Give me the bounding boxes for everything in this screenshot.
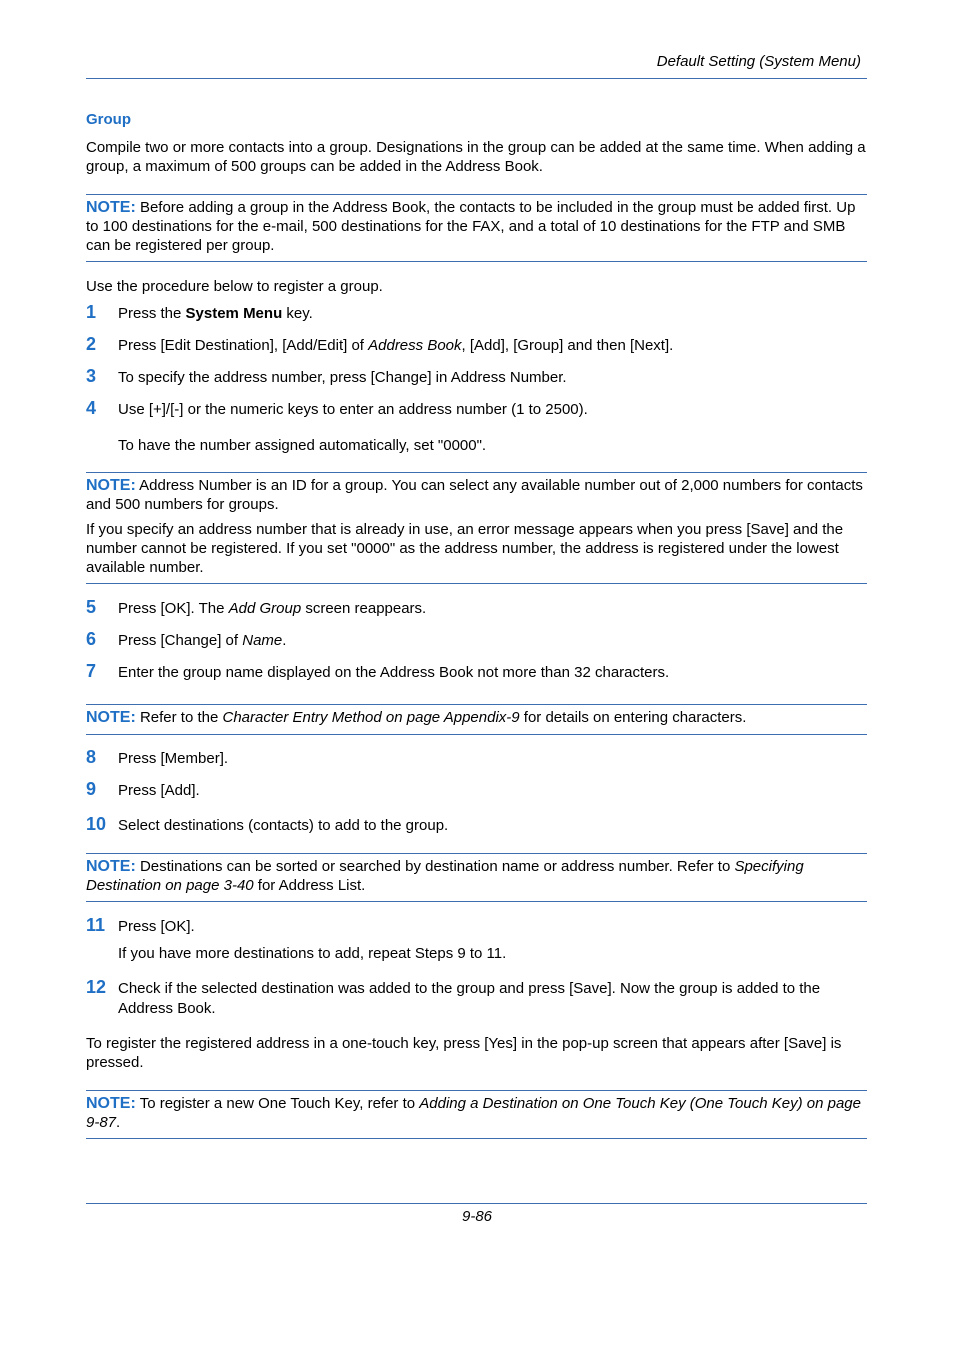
text-run: Press [Change] of [118,632,243,649]
text-run: To register a new One Touch Key, refer to [139,1095,420,1112]
note-rule-top [86,1090,867,1091]
note-label: NOTE: [86,477,136,494]
step-text [118,631,867,651]
step-number: 3 [86,366,97,386]
text-run: key. [282,305,313,322]
step-text [118,599,867,619]
note-paragraph: If you specify an address number that is already in use, an error message appears when you press [Save] and the number cannot be registered. If you set "0000" as the address number, the address is registered under the lowest available number. [86,521,844,576]
step-text: Press [Add]. [118,782,200,799]
text-run: Press [OK]. The [118,600,229,617]
note-rule-bottom [86,583,867,584]
step-subtext: To have the number assigned automatically, set "0000". [118,437,487,454]
note-label: NOTE: [86,858,136,875]
italic-ref: Add Group [228,600,302,617]
text-run: for details on entering characters. [519,709,747,726]
note-destinations-sorted [86,857,867,895]
note-rule-top [86,853,867,854]
step-text: Press [Member]. [118,750,229,767]
page-number: 9-86 [461,1208,493,1225]
italic-ref: Specifying Destination on page 3-40 [86,858,804,894]
text-run: Press the [118,305,186,322]
running-header: Default Setting (System Menu) [656,53,861,70]
step-number: 12 [86,977,107,997]
italic-ref: Name [242,632,283,649]
text-run: Press [Edit Destination], [Add/Edit] of [118,337,369,354]
step-number: 6 [86,629,97,649]
text-run: Destinations can be sorted or searched by destination name or address number. Refer to [139,858,735,875]
note-label: NOTE: [86,709,136,726]
note-rule-bottom [86,261,867,262]
note-label: NOTE: [86,199,136,216]
note-one-touch-key [86,1094,867,1132]
note-rule-top [86,704,867,705]
text-run: screen reappears. [301,600,427,617]
step-text: Check if the selected destination was added to the group and press [Save]. Now the group is added to the Address Book. [118,980,821,1017]
italic-ref: Character Entry Method on page Appendix-9 [222,709,520,726]
text-run: . [282,632,287,649]
step-text: To specify the address number, press [Change] in Address Number. [118,369,567,386]
step-number: 8 [86,747,97,767]
step-number: 1 [86,302,97,322]
note-text: Address Number is an ID for a group. You can select any available number out of 2,000 numbers for contacts and 500 numbers for groups. [86,477,863,513]
step-text: Press [OK]. [118,918,195,935]
step-text: Select destinations (contacts) to add to the group. [118,817,449,834]
note-label: NOTE: [86,1095,136,1112]
note-rule-top [86,472,867,473]
key-name: System Menu [185,305,283,322]
step-text [118,304,867,324]
note-character-entry [86,708,867,727]
header-rule [86,78,867,79]
note-rule-bottom [86,1138,867,1139]
step-number: 9 [86,779,97,799]
step-text: Use [+]/[-] or the numeric keys to enter an address number (1 to 2500). [118,401,588,418]
note-rule-top [86,194,867,195]
footer-rule [86,1203,867,1204]
section-title: Group [86,111,131,128]
intro-paragraph: Compile two or more contacts into a group. Designations in the group can be added at the same time. When adding a group, a maximum of 500 groups can be added in the Address Book. [86,139,866,175]
step-number: 2 [86,334,97,354]
note-text: Before adding a group in the Address Book, the contacts to be included in the group must be added first. Up to 100 destinations for the e-mail, 500 destinations for the FAX, and a total of 10 destinations for the FTP and SMB can be registered per group. [86,199,856,254]
step-number: 4 [86,398,97,418]
step-number: 10 [86,814,107,834]
step-number: 5 [86,597,97,617]
step-subtext: If you have more destinations to add, repeat Steps 9 to 11. [118,945,507,962]
step-number: 11 [86,915,106,935]
note-rule-bottom [86,734,867,735]
note-before-adding [86,198,867,255]
text-run: Refer to the [139,709,223,726]
note-rule-bottom [86,901,867,902]
step-text [118,336,867,356]
note-address-number [86,476,867,514]
text-run: , [Add], [Group] and then [Next]. [461,337,674,354]
step-number: 7 [86,661,97,681]
italic-ref: Address Book [368,337,462,354]
italic-ref: Adding a Destination on One Touch Key (One Touch Key) on page 9-87 [86,1095,861,1131]
onetouch-paragraph: To register the registered address in a one-touch key, press [Yes] in the pop-up screen that appears after [Save] is pressed. [86,1035,842,1071]
text-run: . [116,1114,121,1131]
text-run: for Address List. [253,877,366,894]
procedure-intro: Use the procedure below to register a group. [86,278,383,295]
step-text: Enter the group name displayed on the Address Book not more than 32 characters. [118,664,670,681]
